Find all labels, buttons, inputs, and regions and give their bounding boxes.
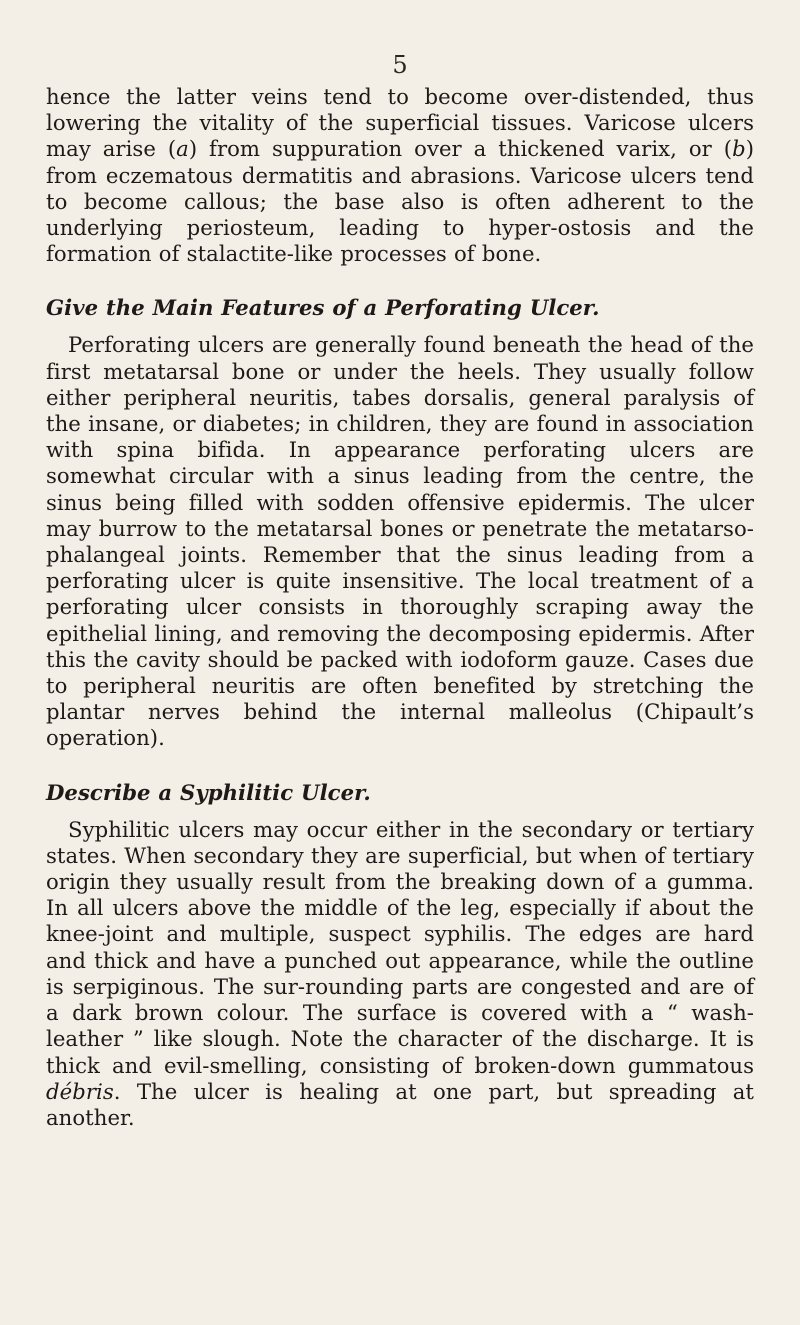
section-heading-syphilitic-ulcer: Describe a Syphilitic Ulcer. <box>46 779 371 805</box>
paragraph-perforating-ulcer: Perforating ulcers are generally found beneath the head of the first metatarsal bone or under the heels. They usually follow either peripheral neuritis, tabes dorsalis, general paralysis of the insane, or diabetes; in children, they are found in association with spina bifida. In appearance perforating ulcers are somewhat circular with a sinus leading from the centre, the sinus being filled with sodden offensive epidermis. The ulcer may burrow to the metatarsal bones or penetrate the metatarso-phalangeal joints. Remember that the sinus leading from a perforating ulcer is quite insensitive. The local treatment of a perforating ulcer consists in thoroughly scraping away the epithelial lining, and removing the decomposing epidermis. After this the cavity should be packed with iodoform gauze. Cases due to peripheral neuritis are often benefited by stretching the plantar nerves behind the internal malleolus (Chipault’s operation). <box>46 332 754 751</box>
page-number: 5 <box>392 51 408 79</box>
italic-letter-b: b <box>732 136 746 162</box>
paragraph-varicose-ulcers <box>46 84 754 267</box>
paragraph-text-part: . The ulcer is healing at one part, but spreading at another. <box>46 1078 754 1130</box>
paragraph-text-part: Syphilitic ulcers may occur either in the secondary or tertiary states. When secondary they are superficial, but when of tertiary origin they usually result from the breaking down of a gumma. In all ulcers above the middle of the leg, especially if about the knee-joint and multiple, suspect syphilis. The edges are hard and thick and have a punched out appearance, while the outline is serpiginous. The sur-rounding parts are congested and are of a dark brown colour. The surface is covered with a “ wash-leather ” like slough. Note the character of the discharge. It is thick and evil-smelling, consisting of broken-down gummatous <box>46 816 754 1078</box>
italic-letter-a: a <box>176 136 189 162</box>
paragraph-syphilitic-ulcer <box>46 817 754 1131</box>
paragraph-text-part: hence the latter veins tend to become over-distended, thus lowering the vitality of the superficial tissues. Varicose ulcers may arise ( <box>46 84 754 162</box>
page-text <box>46 84 754 1131</box>
section-heading-perforating-ulcer: Give the Main Features of a Perforating Ulcer. <box>46 295 600 321</box>
paragraph-text-part: ) from eczematous dermatitis and abrasions. Varicose ulcers tend to become callous; the base also is often adherent to the underlying periosteum, leading to hyper-ostosis and the formation of stalactite-like processes of bone. <box>46 136 755 267</box>
italic-debris: débris <box>46 1078 114 1104</box>
paragraph-text-part: ) from suppuration over a thickened varix, or ( <box>188 136 733 162</box>
